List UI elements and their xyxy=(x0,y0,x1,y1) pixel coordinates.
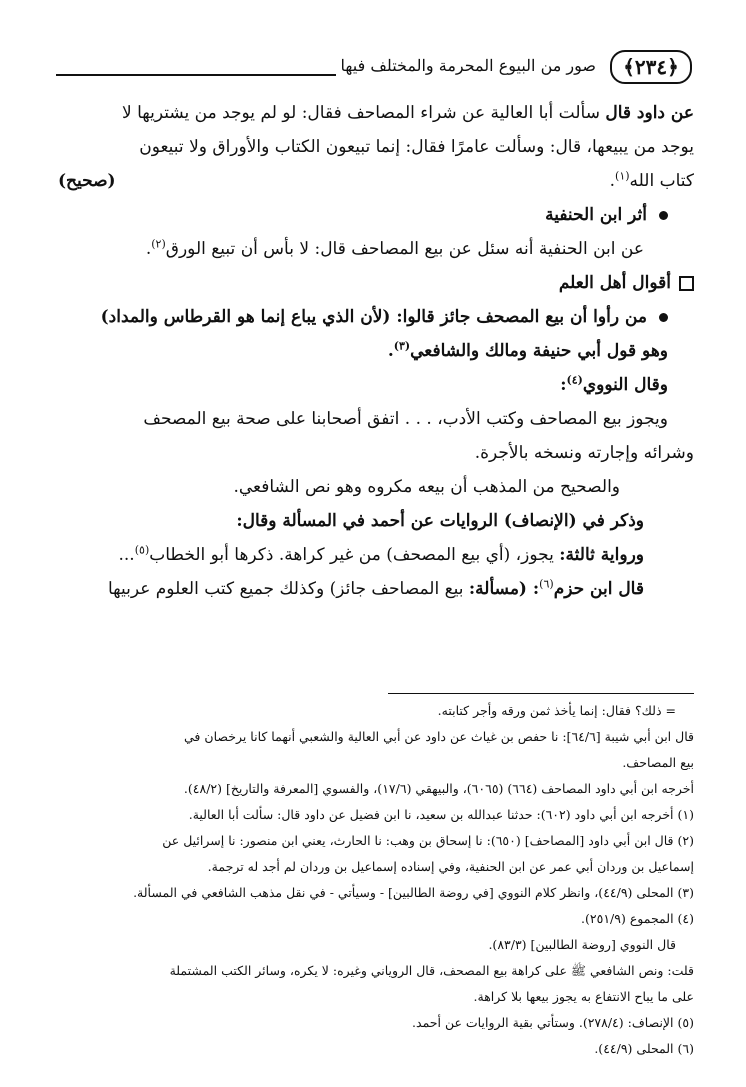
paragraph-line xyxy=(58,232,694,266)
heading-text: أقوال أهل العلم xyxy=(558,273,671,293)
paragraph-line xyxy=(58,538,694,572)
footnote-ref: (٢) xyxy=(151,237,166,251)
lead-phrase: : (مسألة: xyxy=(468,579,540,599)
footnote-ref: (٥) xyxy=(134,543,150,557)
paragraph-line xyxy=(58,368,694,402)
text-run: يجوز، (أي بيع المصحف) من غير كراهة. ذكرها أبو الخطاب xyxy=(149,545,560,565)
footnote-line: قال ابن أبي شيبة [٦٤/٦]: نا حفص بن غياث عن داود عن أبي العالية والشعبي أنهما كانا يرخصان في xyxy=(184,729,694,744)
footnote-line: قلت: ونص الشافعي ﷺ على كراهة بيع المصحف، قال الروياني وغيره: لا يكره، وسائر الكتب المشتملة xyxy=(169,963,694,978)
lead-phrase: عن داود قال xyxy=(605,103,694,123)
paragraph-line: والصحيح من المذهب أن بيعه مكروه وهو نص الشافعي. xyxy=(233,477,620,497)
footnote-line: (٢) قال ابن أبي داود [المصاحف] (٦٥٠): نا إسحاق بن وهب: نا الحارث، يعني ابن منصور: نا إسرائيل عن xyxy=(162,833,694,848)
section-heading xyxy=(58,266,694,300)
footnote-line: (٥) الإنصاف: (٢٧٨/٤). وستأتي بقية الروايات عن أحمد. xyxy=(412,1015,694,1030)
hadith-grade: (صحيح) xyxy=(58,171,116,191)
lead-phrase: قال ابن حزم xyxy=(553,579,644,599)
text-run: وهو قول أبي حنيفة ومالك والشافعي xyxy=(410,341,668,361)
checkbox-square-icon xyxy=(679,276,694,291)
footnote-ref: (٤) xyxy=(566,373,583,387)
heading-text: أثر ابن الحنفية xyxy=(545,205,647,225)
page-header xyxy=(56,46,692,86)
footnote-ref: (٣) xyxy=(393,339,411,353)
text-run: كتاب الله xyxy=(629,171,694,191)
footnote-line: قال النووي [روضة الطالبين] (٨٣/٣). xyxy=(488,937,676,952)
bullet-icon xyxy=(659,211,668,220)
running-title: صور من البيوع المحرمة والمختلف فيها xyxy=(340,56,596,75)
text-run: : xyxy=(560,375,567,395)
footnote-line: = ذلك؟ فقال: إنما يأخذ ثمن ورقه وأجر كتابته. xyxy=(437,703,676,718)
footnotes xyxy=(58,698,694,1062)
header-rule xyxy=(56,74,336,76)
text-run: بيع المصاحف جائز) وكذلك جميع كتب العلوم عربيها xyxy=(107,579,469,599)
text-run: . xyxy=(145,239,152,259)
paragraph-line xyxy=(58,572,694,606)
section-heading xyxy=(58,198,694,232)
paragraph-line xyxy=(58,96,694,130)
text-run: سألت أبا العالية عن شراء المصاحف فقال: لو لم يوجد من يشتريها لا xyxy=(121,103,606,123)
footnote-line: (١) أخرجه ابن أبي داود (٦٠٢): حدثنا عبدالله بن سعيد، نا ابن فضيل عن داود قال: سألت أبا العالية. xyxy=(188,807,694,822)
text-run: . xyxy=(387,341,394,361)
text-run: من رأوا أن بيع المصحف جائز قالوا: (لأن الذي يباع إنما هو القرطاس والمداد) xyxy=(100,307,647,327)
footnote-line: إسماعيل بن وردان أبي عمر عن ابن الحنفية، وفي إسناده إسماعيل بن وردان لم أجد له ترجمة. xyxy=(207,859,694,874)
page-number: ﴿٢٣٤﴾ xyxy=(610,50,692,84)
footnote-line: (٦) المحلى (٤٤/٩). xyxy=(594,1041,694,1056)
lead-phrase: ورواية ثالثة: xyxy=(559,545,644,565)
footnote-line: (٤) المجموع (٢٥١/٩). xyxy=(581,911,694,926)
text-run: وقال النووي xyxy=(582,375,668,395)
paragraph-line: وذكر في (الإنصاف) الروايات عن أحمد في المسألة وقال: xyxy=(236,511,644,531)
footnote-line: (٣) المحلى (٤٤/٩)، وانظر كلام النووي [في روضة الطالبين] - وسيأتي - في نقل مذهب الشافعي في المسألة. xyxy=(133,885,694,900)
bullet-icon xyxy=(659,313,668,322)
footnote-line: بيع المصاحف. xyxy=(622,755,694,770)
paragraph-line: يوجد من يبيعها، قال: وسألت عامرًا فقال: إنما تبيعون الكتاب والأوراق ولا تبيعون xyxy=(139,137,694,157)
paragraph-line: وشرائه وإجارته ونسخه بالأجرة. xyxy=(474,443,694,463)
paragraph-line xyxy=(58,164,694,198)
paragraph-line xyxy=(58,334,694,368)
text-run: ... xyxy=(118,545,135,565)
paragraph-line xyxy=(58,300,694,334)
footnote-ref: (٦) xyxy=(539,577,554,591)
text-run: . xyxy=(609,171,616,191)
footnote-ref: (١) xyxy=(615,169,630,183)
text-run: عن ابن الحنفية أنه سئل عن بيع المصاحف قال: لا بأس أن تبيع الورق xyxy=(165,239,644,259)
main-text xyxy=(58,96,694,606)
paragraph-line: ويجوز بيع المصاحف وكتب الأدب، . . . اتفق أصحابنا على صحة بيع المصحف xyxy=(143,409,668,429)
footnote-line: على ما يباح الانتفاع به يجوز بيعها بلا كراهة. xyxy=(473,989,694,1004)
footnote-line: أخرجه ابن أبي داود المصاحف (٦٦٤) (٦٠٦٥)، والبيهقي (١٧/٦)، والفسوي [المعرفة والتاريخ] (٤٨/٢). xyxy=(183,781,694,796)
footnote-rule xyxy=(388,693,694,694)
